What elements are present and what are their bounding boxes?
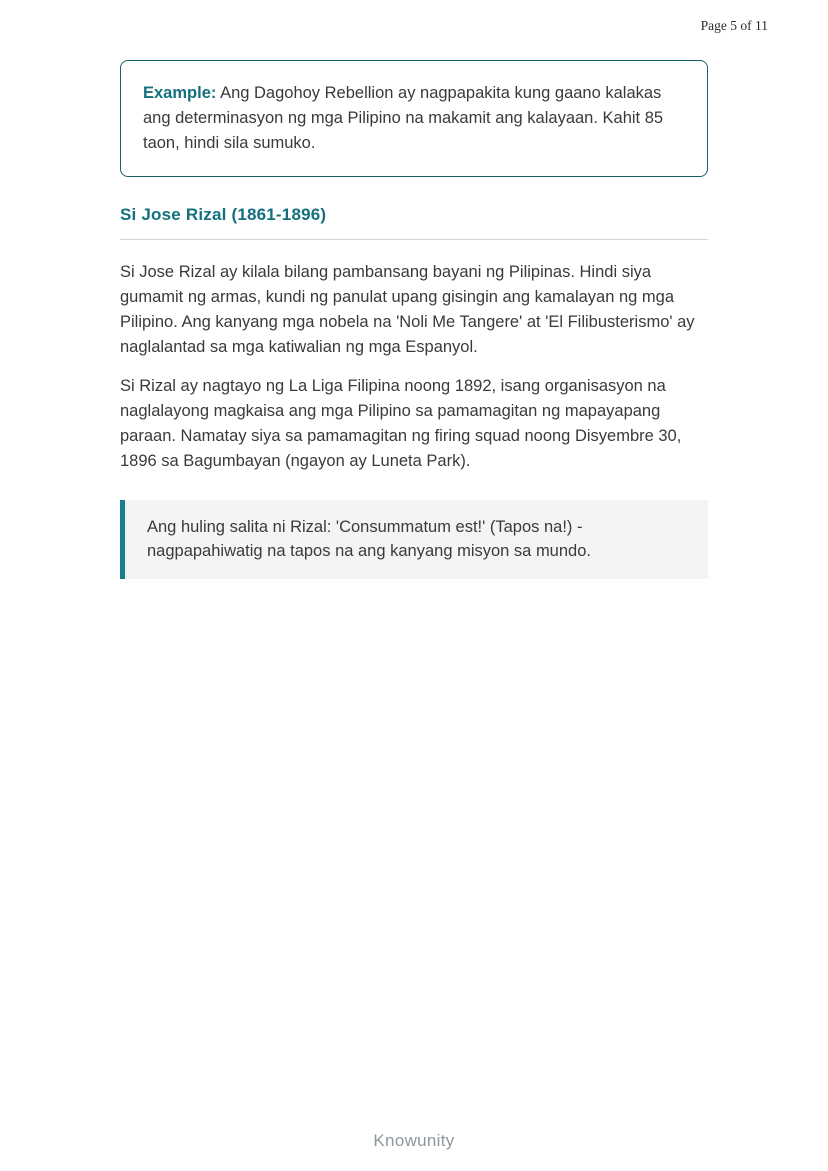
section-heading: Si Jose Rizal (1861-1896) (120, 205, 708, 240)
paragraph: Si Rizal ay nagtayo ng La Liga Filipina noong 1892, isang organisasyon na naglalayong magkaisa ang mga Pilipino sa pamamagitan ng mapayapang paraan. Namatay siya sa pamamagitan ng firing squad noong Disyembre 30, 1896 sa Bagumbayan (ngayon ay Luneta Park). (120, 377, 682, 470)
example-label: Example: (143, 84, 217, 102)
page-content (0, 0, 828, 579)
page-indicator: Page 5 of 11 (700, 18, 768, 33)
footer-brand: Knowunity (373, 1131, 455, 1150)
quote-text: Ang huling salita ni Rizal: 'Consummatum est!' (Tapos na!) - nagpapahiwatig na tapos na ang kanyang misyon sa mundo. (147, 518, 591, 560)
example-text: Ang Dagohoy Rebellion ay nagpapakita kung gaano kalakas ang determinasyon ng mga Pilipino na makamit ang kalayaan. Kahit 85 taon, hindi sila sumuko. (143, 84, 664, 152)
quote-callout-box (120, 500, 708, 579)
section-body (120, 260, 708, 474)
example-callout-box (120, 60, 708, 177)
paragraph: Si Jose Rizal ay kilala bilang pambansang bayani ng Pilipinas. Hindi siya gumamit ng armas, kundi ng panulat upang gisingin ang kamalayan ng mga Pilipino. Ang kanyang mga nobela na 'Noli Me Tangere' at 'El Filibusterismo' ay naglalantad sa mga katiwalian ng mga Espanyol. (120, 263, 695, 356)
